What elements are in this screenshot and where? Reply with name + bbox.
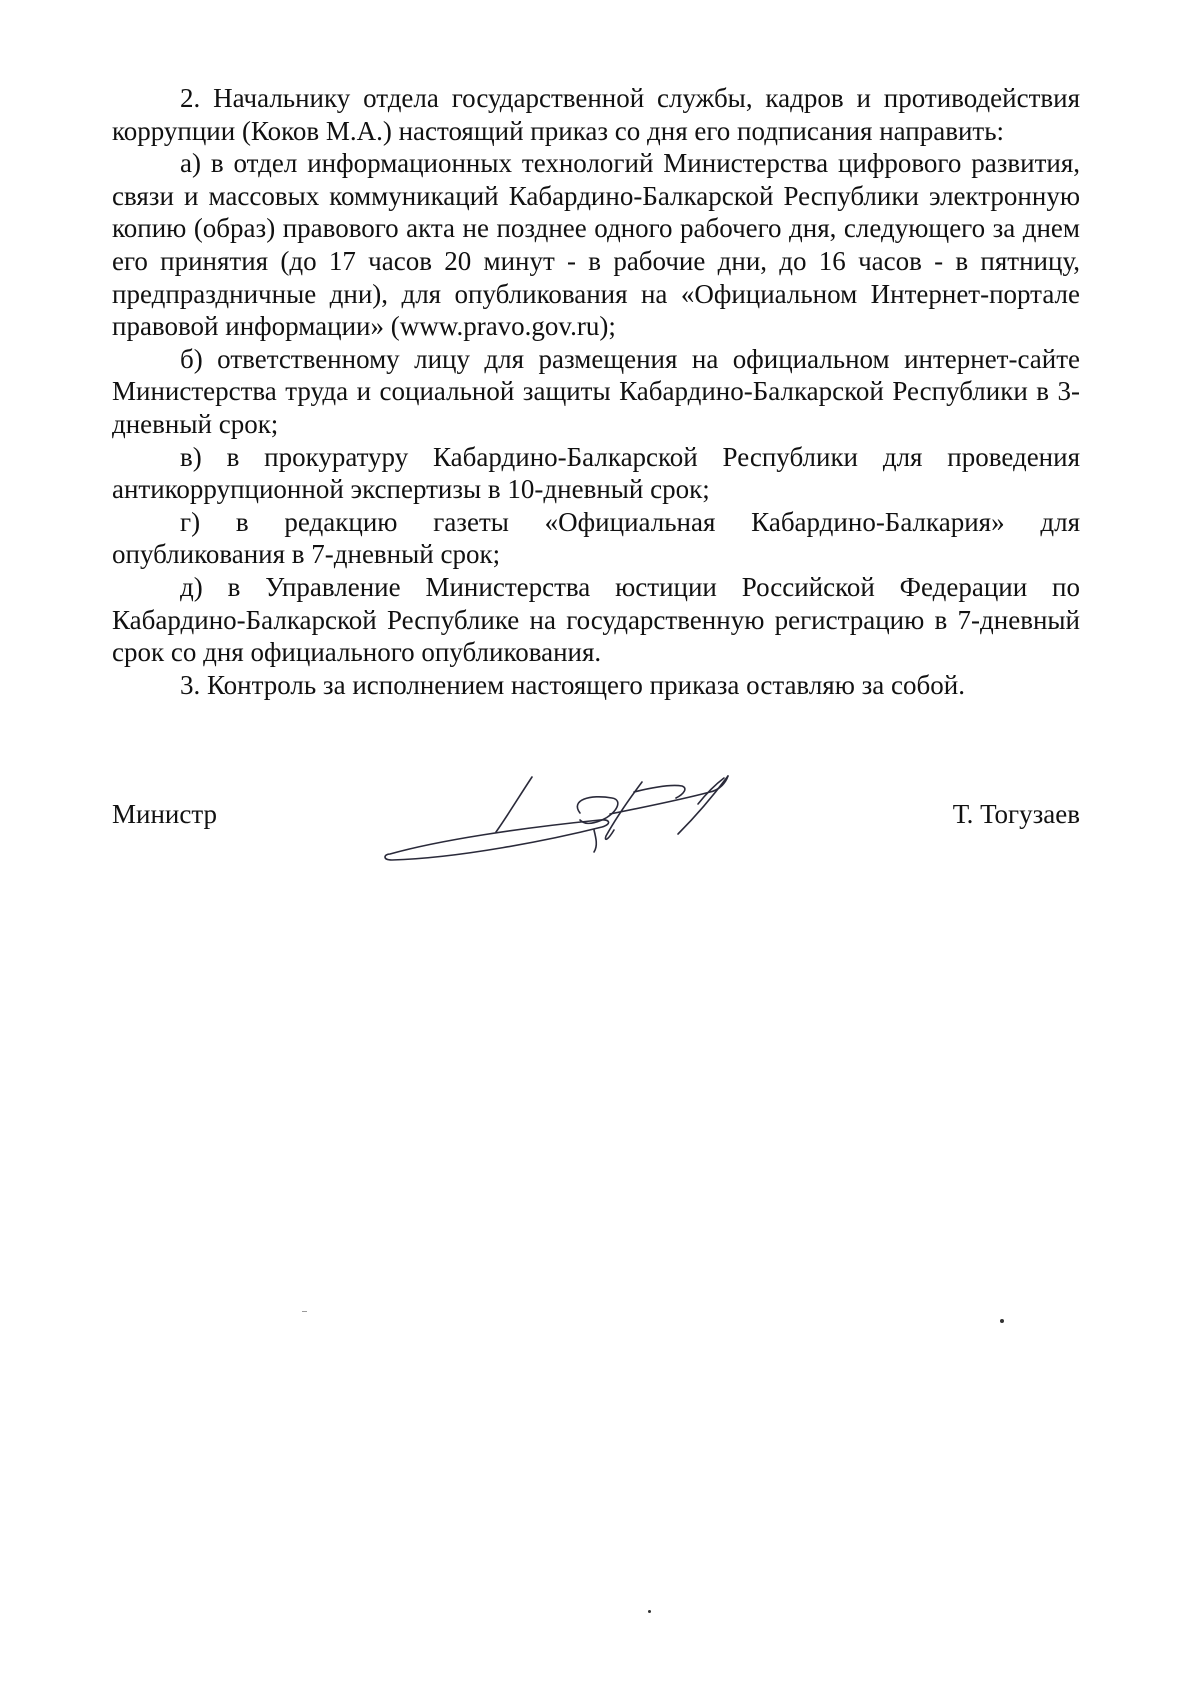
- paragraph-subitem-a: а) в отдел информационных технологий Министерства цифрового развития, связи и массовых коммуникаций Кабардино-Балкарской Республики электронную копию (образ) правового акта не позднее одного рабочего дня, следующего за днем его принятия (до 17 часов 20 минут - в рабочие дни, до 16 часов - в пятницу, предпраздничные дни), для опубликования на «Официальном Интернет-портале правовой информации» (www.pravo.gov.ru);: [112, 148, 1080, 342]
- paragraph-subitem-g: г) в редакцию газеты «Официальная Кабардино-Балкария» для опубликования в 7-дневный срок;: [112, 506, 1080, 570]
- handwritten-signature: [380, 770, 780, 875]
- paragraph-subitem-v: в) в прокуратуру Кабардино-Балкарской Республики для проведения антикоррупционной экспертизы в 10-дневный срок;: [112, 441, 1080, 505]
- scan-artifact: [302, 1311, 307, 1312]
- signatory-title: Министр: [112, 799, 217, 829]
- scan-speck: [1000, 1319, 1004, 1323]
- paragraph-item-3: 3. Контроль за исполнением настоящего приказа оставляю за собой.: [180, 669, 965, 700]
- signatory-name: Т. Тогузаев: [952, 799, 1080, 829]
- document-body: [112, 82, 1080, 701]
- scan-speck: [648, 1610, 651, 1613]
- paragraph-subitem-b: б) ответственному лицу для размещения на официальном интернет-сайте Министерства труда и социальной защиты Кабардино-Балкарской Республики в 3-дневный срок;: [112, 343, 1080, 439]
- paragraph-item-2: 2. Начальнику отдела государственной службы, кадров и противодействия коррупции (Коков М.А.) настоящий приказ со дня его подписания направить:: [112, 83, 1080, 146]
- paragraph-subitem-d: д) в Управление Министерства юстиции Российской Федерации по Кабардино-Балкарской Республике на государственную регистрацию в 7-дневный срок со дня официального опубликования.: [112, 571, 1080, 668]
